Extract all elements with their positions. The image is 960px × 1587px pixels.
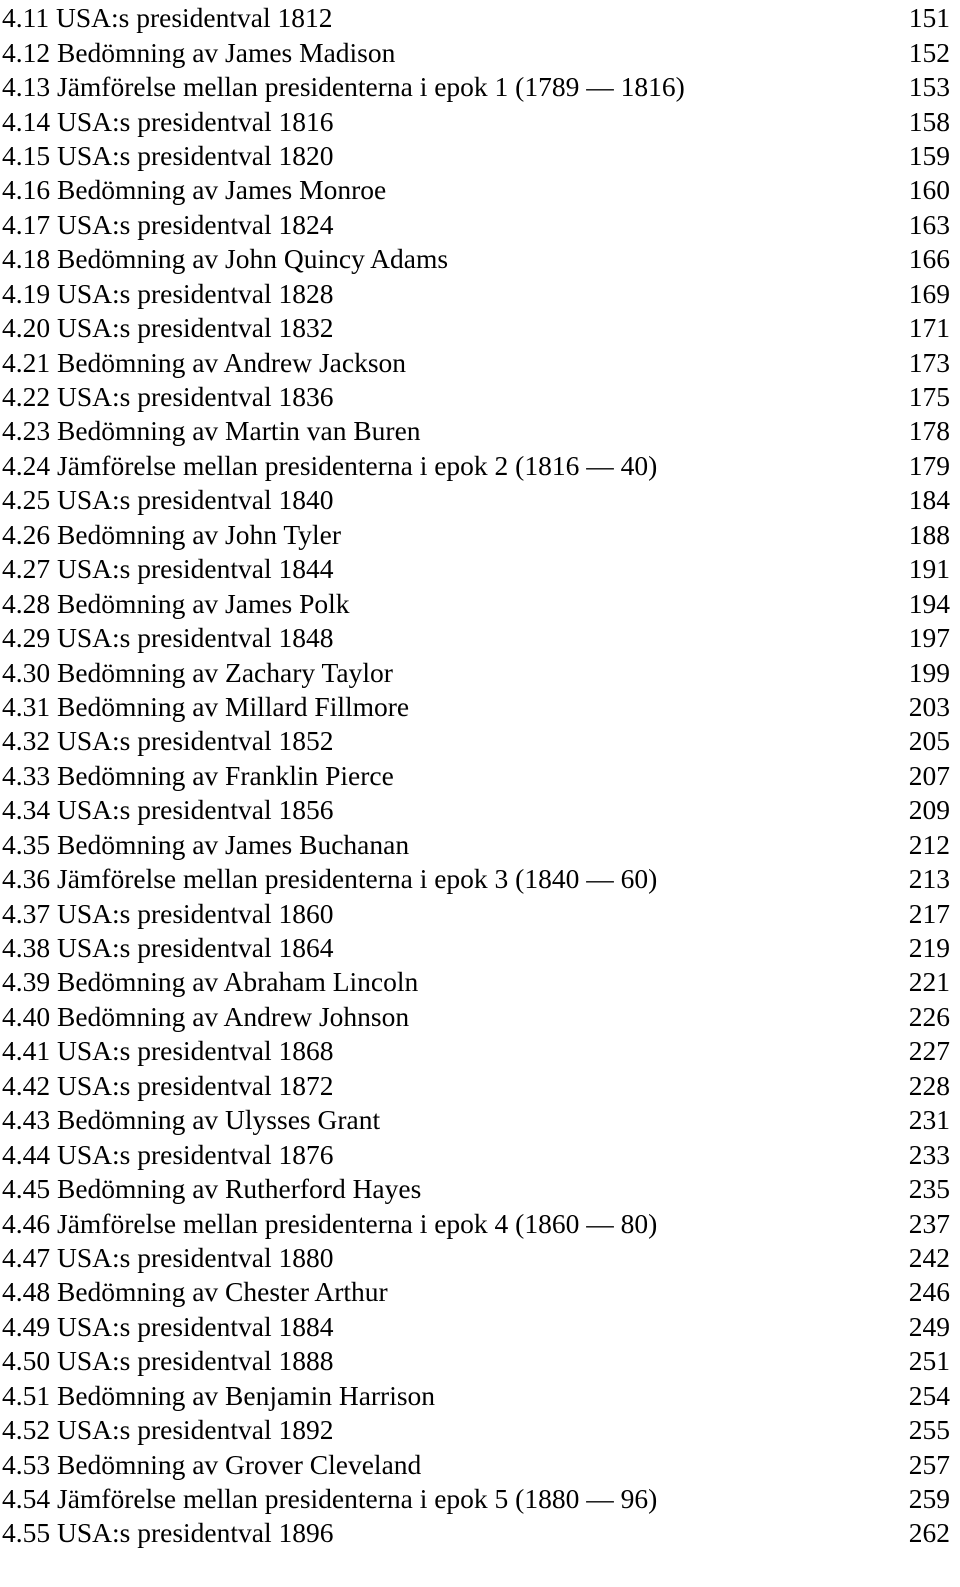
toc-entry-page-number: 246 — [908, 1276, 950, 1308]
toc-entry[interactable] — [0, 414, 960, 448]
toc-entry-page-number: 175 — [908, 381, 950, 413]
toc-entry-title: 4.32 USA:s presidentval 1852 — [2, 725, 334, 757]
toc-entry-title: 4.53 Bedömning av Grover Cleveland — [2, 1448, 422, 1480]
toc-entry-title: 4.55 USA:s presidentval 1896 — [2, 1517, 334, 1549]
toc-entry[interactable] — [0, 724, 960, 758]
toc-entry[interactable] — [0, 70, 960, 104]
toc-entry-title: 4.20 USA:s presidentval 1832 — [2, 312, 334, 344]
toc-entry[interactable] — [0, 896, 960, 930]
toc-entry-page-number: 226 — [908, 1000, 950, 1032]
toc-entry[interactable] — [0, 35, 960, 69]
toc-entry-page-number: 152 — [908, 36, 950, 68]
toc-entry[interactable] — [0, 1103, 960, 1137]
toc-entry-title: 4.36 Jämförelse mellan presidenterna i epok 3 (1840 — 60) — [2, 863, 658, 895]
toc-entry[interactable] — [0, 655, 960, 689]
toc-entry-title: 4.29 USA:s presidentval 1848 — [2, 622, 334, 654]
toc-entry-page-number: 171 — [908, 312, 950, 344]
toc-entry[interactable] — [0, 1034, 960, 1068]
toc-entry-page-number: 251 — [908, 1345, 950, 1377]
toc-entry[interactable] — [0, 1344, 960, 1378]
toc-entry-title: 4.49 USA:s presidentval 1884 — [2, 1310, 334, 1342]
toc-entry-page-number: 153 — [908, 71, 950, 103]
toc-entry[interactable] — [0, 1275, 960, 1309]
toc-entry-title: 4.47 USA:s presidentval 1880 — [2, 1241, 334, 1273]
toc-entry-title: 4.40 Bedömning av Andrew Johnson — [2, 1000, 410, 1032]
toc-entry[interactable] — [0, 518, 960, 552]
toc-entry-title: 4.50 USA:s presidentval 1888 — [2, 1345, 334, 1377]
toc-entry[interactable] — [0, 621, 960, 655]
toc-entry[interactable] — [0, 242, 960, 276]
toc-entry[interactable] — [0, 1379, 960, 1413]
toc-entry[interactable] — [0, 1000, 960, 1034]
toc-entry-page-number: 203 — [908, 690, 950, 722]
toc-entry[interactable] — [0, 1172, 960, 1206]
toc-entry-page-number: 159 — [908, 139, 950, 171]
toc-entry-page-number: 207 — [908, 759, 950, 791]
toc-entry-title: 4.33 Bedömning av Franklin Pierce — [2, 759, 394, 791]
toc-entry[interactable] — [0, 1516, 960, 1550]
toc-entry[interactable] — [0, 173, 960, 207]
toc-entry[interactable] — [0, 139, 960, 173]
toc-entry[interactable] — [0, 345, 960, 379]
toc-entry-title: 4.22 USA:s presidentval 1836 — [2, 381, 334, 413]
toc-entry-title: 4.17 USA:s presidentval 1824 — [2, 208, 334, 240]
toc-entry[interactable] — [0, 1, 960, 35]
toc-entry-page-number: 237 — [908, 1207, 950, 1239]
toc-entry-title: 4.13 Jämförelse mellan presidenterna i epok 1 (1789 — 1816) — [2, 71, 685, 103]
toc-entry-title: 4.14 USA:s presidentval 1816 — [2, 105, 334, 137]
toc-entry-title: 4.46 Jämförelse mellan presidenterna i epok 4 (1860 — 80) — [2, 1207, 658, 1239]
toc-entry-page-number: 259 — [908, 1483, 950, 1515]
toc-entry[interactable] — [0, 483, 960, 517]
toc-entry-page-number: 160 — [908, 174, 950, 206]
toc-entry-page-number: 191 — [908, 553, 950, 585]
toc-entry[interactable] — [0, 1310, 960, 1344]
toc-entry-title: 4.44 USA:s presidentval 1876 — [2, 1138, 334, 1170]
toc-entry-page-number: 217 — [908, 897, 950, 929]
toc-entry[interactable] — [0, 1206, 960, 1240]
toc-entry-title: 4.21 Bedömning av Andrew Jackson — [2, 346, 407, 378]
toc-entry[interactable] — [0, 1482, 960, 1516]
toc-entry[interactable] — [0, 793, 960, 827]
toc-entry-page-number: 212 — [908, 828, 950, 860]
toc-entry-page-number: 231 — [908, 1104, 950, 1136]
toc-entry-page-number: 235 — [908, 1173, 950, 1205]
toc-entry-title: 4.12 Bedömning av James Madison — [2, 36, 396, 68]
toc-entry[interactable] — [0, 965, 960, 999]
toc-entry[interactable] — [0, 1413, 960, 1447]
toc-entry-page-number: 151 — [908, 2, 950, 34]
toc-entry-title: 4.52 USA:s presidentval 1892 — [2, 1414, 334, 1446]
toc-entry-page-number: 199 — [908, 656, 950, 688]
toc-entry-page-number: 228 — [908, 1069, 950, 1101]
toc-entry-page-number: 178 — [908, 415, 950, 447]
toc-entry-title: 4.54 Jämförelse mellan presidenterna i epok 5 (1880 — 96) — [2, 1483, 658, 1515]
toc-entry-page-number: 173 — [908, 346, 950, 378]
toc-entry-title: 4.28 Bedömning av James Polk — [2, 587, 350, 619]
toc-entry-page-number: 188 — [908, 518, 950, 550]
toc-entry[interactable] — [0, 552, 960, 586]
toc-entry-page-number: 205 — [908, 725, 950, 757]
toc-entry-page-number: 213 — [908, 863, 950, 895]
toc-entry-title: 4.37 USA:s presidentval 1860 — [2, 897, 334, 929]
toc-entry[interactable] — [0, 690, 960, 724]
toc-entry[interactable] — [0, 1447, 960, 1481]
toc-entry-page-number: 166 — [908, 243, 950, 275]
toc-entry[interactable] — [0, 862, 960, 896]
toc-entry-page-number: 209 — [908, 794, 950, 826]
toc-entry-title: 4.18 Bedömning av John Quincy Adams — [2, 243, 449, 275]
toc-entry[interactable] — [0, 380, 960, 414]
toc-entry-title: 4.39 Bedömning av Abraham Lincoln — [2, 966, 419, 998]
toc-entry[interactable] — [0, 828, 960, 862]
toc-entry-title: 4.34 USA:s presidentval 1856 — [2, 794, 334, 826]
toc-entry[interactable] — [0, 1137, 960, 1171]
toc-entry-title: 4.35 Bedömning av James Buchanan — [2, 828, 410, 860]
toc-list — [0, 1, 960, 1551]
toc-entry-title: 4.11 USA:s presidentval 1812 — [2, 2, 333, 34]
toc-entry-title: 4.16 Bedömning av James Monroe — [2, 174, 387, 206]
toc-entry-page-number: 254 — [908, 1379, 950, 1411]
toc-entry-title: 4.51 Bedömning av Benjamin Harrison — [2, 1379, 436, 1411]
toc-entry-title: 4.23 Bedömning av Martin van Buren — [2, 415, 421, 447]
toc-entry-title: 4.15 USA:s presidentval 1820 — [2, 139, 334, 171]
toc-entry[interactable] — [0, 208, 960, 242]
toc-entry-title: 4.43 Bedömning av Ulysses Grant — [2, 1104, 381, 1136]
toc-entry-title: 4.45 Bedömning av Rutherford Hayes — [2, 1173, 422, 1205]
toc-entry-page-number: 242 — [908, 1241, 950, 1273]
toc-entry-page-number: 257 — [908, 1448, 950, 1480]
toc-entry-title: 4.19 USA:s presidentval 1828 — [2, 277, 334, 309]
toc-entry[interactable] — [0, 586, 960, 620]
toc-entry-page-number: 227 — [908, 1035, 950, 1067]
toc-entry[interactable] — [0, 104, 960, 138]
toc-entry-title: 4.41 USA:s presidentval 1868 — [2, 1035, 334, 1067]
toc-entry-title: 4.31 Bedömning av Millard Fillmore — [2, 690, 410, 722]
toc-entry-page-number: 163 — [908, 208, 950, 240]
toc-entry[interactable] — [0, 1241, 960, 1275]
toc-entry[interactable] — [0, 277, 960, 311]
toc-entry-title: 4.30 Bedömning av Zachary Taylor — [2, 656, 393, 688]
toc-entry-page-number: 262 — [908, 1517, 950, 1549]
toc-entry[interactable] — [0, 1069, 960, 1103]
toc-entry-page-number: 219 — [908, 932, 950, 964]
toc-entry[interactable] — [0, 759, 960, 793]
toc-entry-page-number: 194 — [908, 587, 950, 619]
toc-entry[interactable] — [0, 931, 960, 965]
toc-entry-page-number: 197 — [908, 622, 950, 654]
toc-entry-page-number: 221 — [908, 966, 950, 998]
toc-entry-title: 4.38 USA:s presidentval 1864 — [2, 932, 334, 964]
toc-entry[interactable] — [0, 311, 960, 345]
toc-entry-page-number: 249 — [908, 1310, 950, 1342]
toc-entry-page-number: 255 — [908, 1414, 950, 1446]
toc-entry-title: 4.25 USA:s presidentval 1840 — [2, 484, 334, 516]
toc-entry-page-number: 158 — [908, 105, 950, 137]
toc-entry-title: 4.42 USA:s presidentval 1872 — [2, 1069, 334, 1101]
toc-entry-page-number: 179 — [908, 449, 950, 481]
toc-entry-page-number: 233 — [908, 1138, 950, 1170]
toc-entry-title: 4.27 USA:s presidentval 1844 — [2, 553, 334, 585]
toc-entry[interactable] — [0, 449, 960, 483]
toc-entry-page-number: 169 — [908, 277, 950, 309]
toc-entry-title: 4.48 Bedömning av Chester Arthur — [2, 1276, 388, 1308]
toc-entry-page-number: 184 — [908, 484, 950, 516]
toc-entry-title: 4.24 Jämförelse mellan presidenterna i epok 2 (1816 — 40) — [2, 449, 658, 481]
toc-entry-title: 4.26 Bedömning av John Tyler — [2, 518, 341, 550]
